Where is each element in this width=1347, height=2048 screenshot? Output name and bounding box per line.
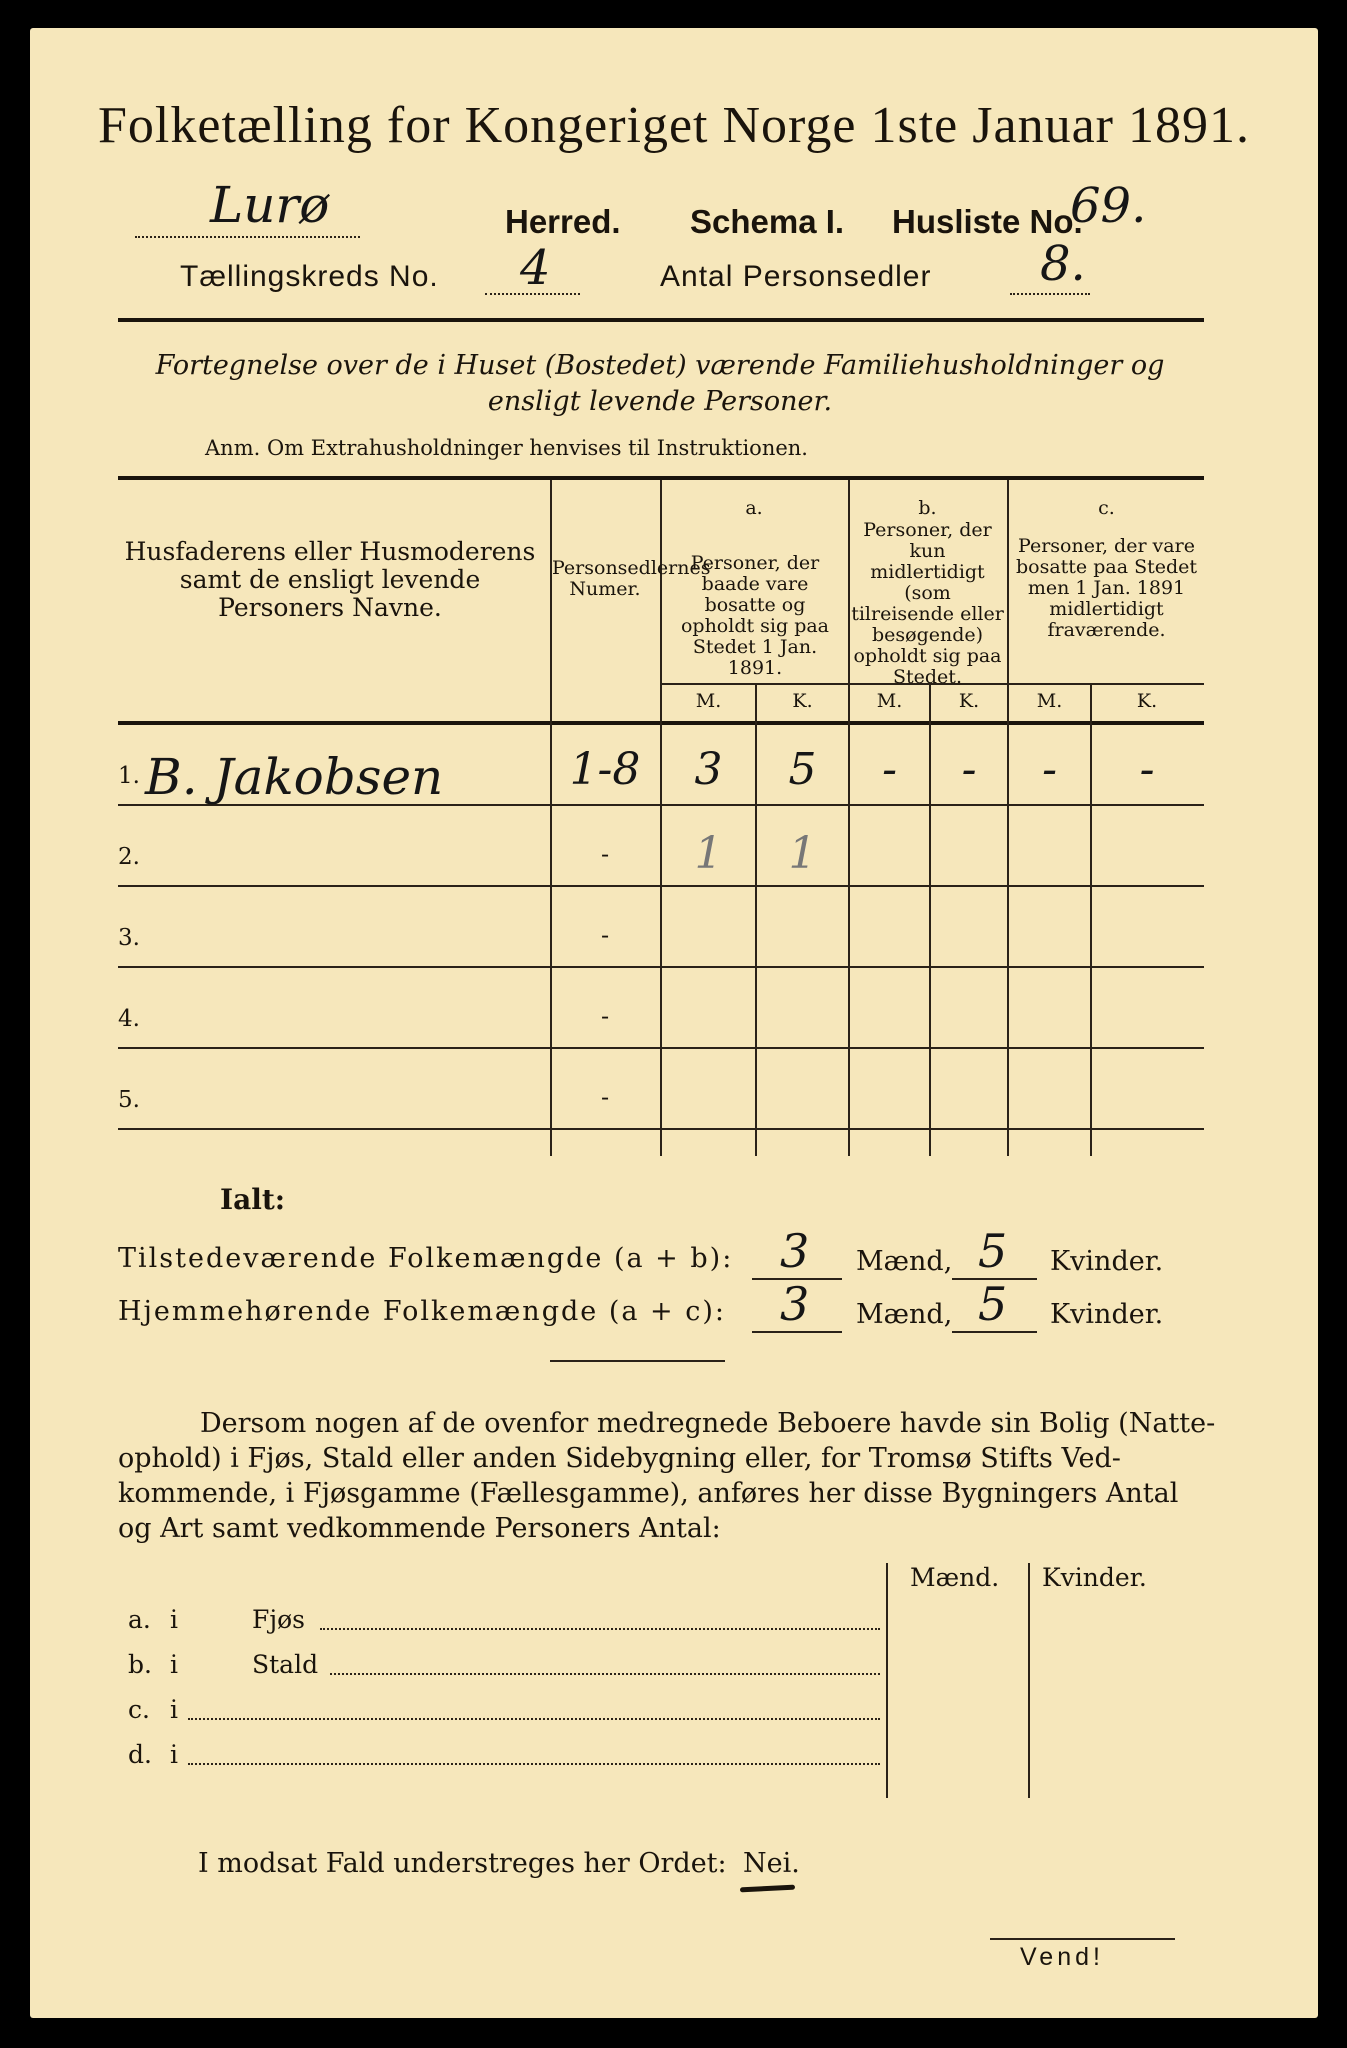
ialt-label: Ialt: <box>220 1183 286 1216</box>
hjemme-kvinder-label: Kvinder. <box>1050 1299 1164 1330</box>
buildings-col-line-1 <box>886 1563 888 1798</box>
hjemme-maend: 3 <box>780 1277 810 1331</box>
buildings-text-line-3: kommende, i Fjøsgamme (Fællesgamme), anføres her disse Bygningers Antal <box>118 1478 1179 1509</box>
header-numer: Personsedlernes Numer. <box>552 557 711 600</box>
row-1-b-m: - <box>882 744 897 795</box>
buildings-col-line-2 <box>1028 1563 1030 1798</box>
husliste-number: 69. <box>1070 178 1147 234</box>
census-form-page <box>30 28 1318 2018</box>
row-1-number: 1. <box>118 763 140 789</box>
tilstede-kvinder-label: Kvinder. <box>1050 1246 1164 1277</box>
hjemme-label: Hjemmehørende Folkemængde (a + c): <box>118 1296 726 1327</box>
row-5-numer: - <box>600 1083 610 1111</box>
buildings-text-line-1: Dersom nogen af de ovenfor medregnede Beboere havde sin Bolig (Natte- <box>200 1408 1216 1439</box>
building-b-name: Stald <box>252 1650 319 1679</box>
row-4-number: 4. <box>118 1006 140 1032</box>
schema-label: Schema I. <box>690 203 845 240</box>
row-2-a-k: 1 <box>788 828 817 879</box>
row-1-b-k: - <box>961 744 977 795</box>
tilstede-maend: 3 <box>780 1224 810 1278</box>
herred-label: Herred. <box>505 203 621 240</box>
building-a-letter: a. <box>128 1605 151 1634</box>
buildings-text-line-4: og Art samt vedkommende Personers Antal: <box>118 1513 721 1544</box>
vend-label: Vend! <box>1020 1943 1104 1971</box>
header-a-letter: a. <box>745 497 763 519</box>
building-c-letter: c. <box>128 1695 150 1724</box>
nei-instruction: I modsat Fald understreges her Ordet: <box>198 1848 727 1879</box>
row-1-c-m: - <box>1042 744 1057 795</box>
building-c-dotline <box>188 1718 880 1720</box>
header-c-text: Personer, der vare bosatte paa Stedet men 1 Jan. 1891 midlertidigt fraværende. <box>1015 535 1198 641</box>
tilstede-kvinder: 5 <box>978 1224 1008 1278</box>
building-a-prefix: i <box>170 1605 178 1634</box>
hjemme-maend-line <box>752 1331 842 1333</box>
row-4-numer: - <box>600 1002 610 1030</box>
c-m-label: M. <box>1036 690 1063 712</box>
header-b-letter: b. <box>918 497 937 519</box>
row-1-a-k: 5 <box>788 744 817 795</box>
row-5-number: 5. <box>118 1087 140 1113</box>
row-1-c-k: - <box>1139 744 1155 795</box>
row-1-name: B. Jakobsen <box>145 748 444 806</box>
antal-personsedler-label: Antal Personsedler <box>660 260 932 293</box>
husliste-label: Husliste No. <box>892 203 1083 240</box>
building-d-dotline <box>188 1763 880 1765</box>
building-b-prefix: i <box>170 1650 178 1679</box>
building-b-dotline <box>330 1673 880 1675</box>
row-2-a-m: 1 <box>694 828 723 879</box>
header-a-text: Personer, der baade vare bosatte og opholdt sig paa Stedet 1 Jan. 1891. <box>680 552 830 679</box>
taellingskreds-label: Tællingskreds No. <box>180 260 439 293</box>
b-k-label: K. <box>958 690 980 712</box>
row-rule-3 <box>118 966 1204 968</box>
antal-personsedler-value: 8. <box>1040 236 1086 292</box>
building-d-letter: d. <box>128 1740 152 1769</box>
intro-heading: Fortegnelse over de i Huset (Bostedet) værende Familiehusholdninger og ensligt levende Personer. <box>155 350 1165 417</box>
buildings-kvinder-header: Kvinder. <box>1042 1563 1147 1592</box>
form-title: Folketælling for Kongeriget Norge 1ste Januar 1891. <box>98 97 1250 154</box>
row-rule-5 <box>118 1128 1204 1130</box>
nei-word: Nei. <box>743 1848 800 1879</box>
buildings-maend-header: Mænd. <box>910 1563 1000 1592</box>
header-rule <box>118 318 1204 322</box>
row-3-numer: - <box>600 921 610 949</box>
taellingskreds-number: 4 <box>520 240 551 296</box>
building-a-dotline <box>320 1628 880 1630</box>
c-k-label: K. <box>1136 690 1158 712</box>
row-rule-2 <box>118 885 1204 887</box>
intro-note: Anm. Om Extrahusholdninger henvises til Instruktionen. <box>205 436 808 460</box>
separator-rule <box>550 1360 725 1362</box>
herred-name: Lurø <box>210 176 330 234</box>
building-a-name: Fjøs <box>252 1605 305 1634</box>
a-k-label: K. <box>792 690 813 712</box>
building-d-prefix: i <box>170 1740 178 1769</box>
row-1-a-m: 3 <box>694 744 723 795</box>
hjemme-kvinder: 5 <box>978 1277 1008 1331</box>
hjemme-maend-label: Mænd, <box>856 1299 953 1330</box>
header-names: Husfaderens eller Husmoderens samt de ensligt levende Personers Navne. <box>124 537 536 622</box>
row-2-number: 2. <box>118 844 140 870</box>
buildings-text-line-2: ophold) i Fjøs, Stald eller anden Sidebygning eller, for Tromsø Stifts Ved- <box>118 1443 1121 1474</box>
hjemme-kvinder-line <box>952 1331 1037 1333</box>
building-c-prefix: i <box>170 1695 178 1724</box>
herred-dotline <box>135 236 360 238</box>
tilstede-maend-label: Mænd, <box>856 1246 953 1277</box>
row-rule-4 <box>118 1047 1204 1049</box>
header-b-text: Personer, der kun midlertidigt (som tilreisende eller besøgende) opholdt sig paa Stedet. <box>851 519 1004 688</box>
antal-dotline <box>1010 293 1090 295</box>
row-1-numer: 1-8 <box>569 744 641 795</box>
row-3-number: 3. <box>118 925 140 951</box>
row-2-numer: - <box>600 840 610 868</box>
nei-underline <box>740 1885 795 1893</box>
b-m-label: M. <box>876 690 903 712</box>
building-b-letter: b. <box>128 1650 152 1679</box>
header-c-letter: c. <box>1098 497 1115 519</box>
a-m-label: M. <box>695 690 722 712</box>
tilstede-label: Tilstedeværende Folkemængde (a + b): <box>118 1243 734 1274</box>
vend-rule <box>990 1938 1175 1940</box>
col-divider-numer <box>660 480 662 1156</box>
